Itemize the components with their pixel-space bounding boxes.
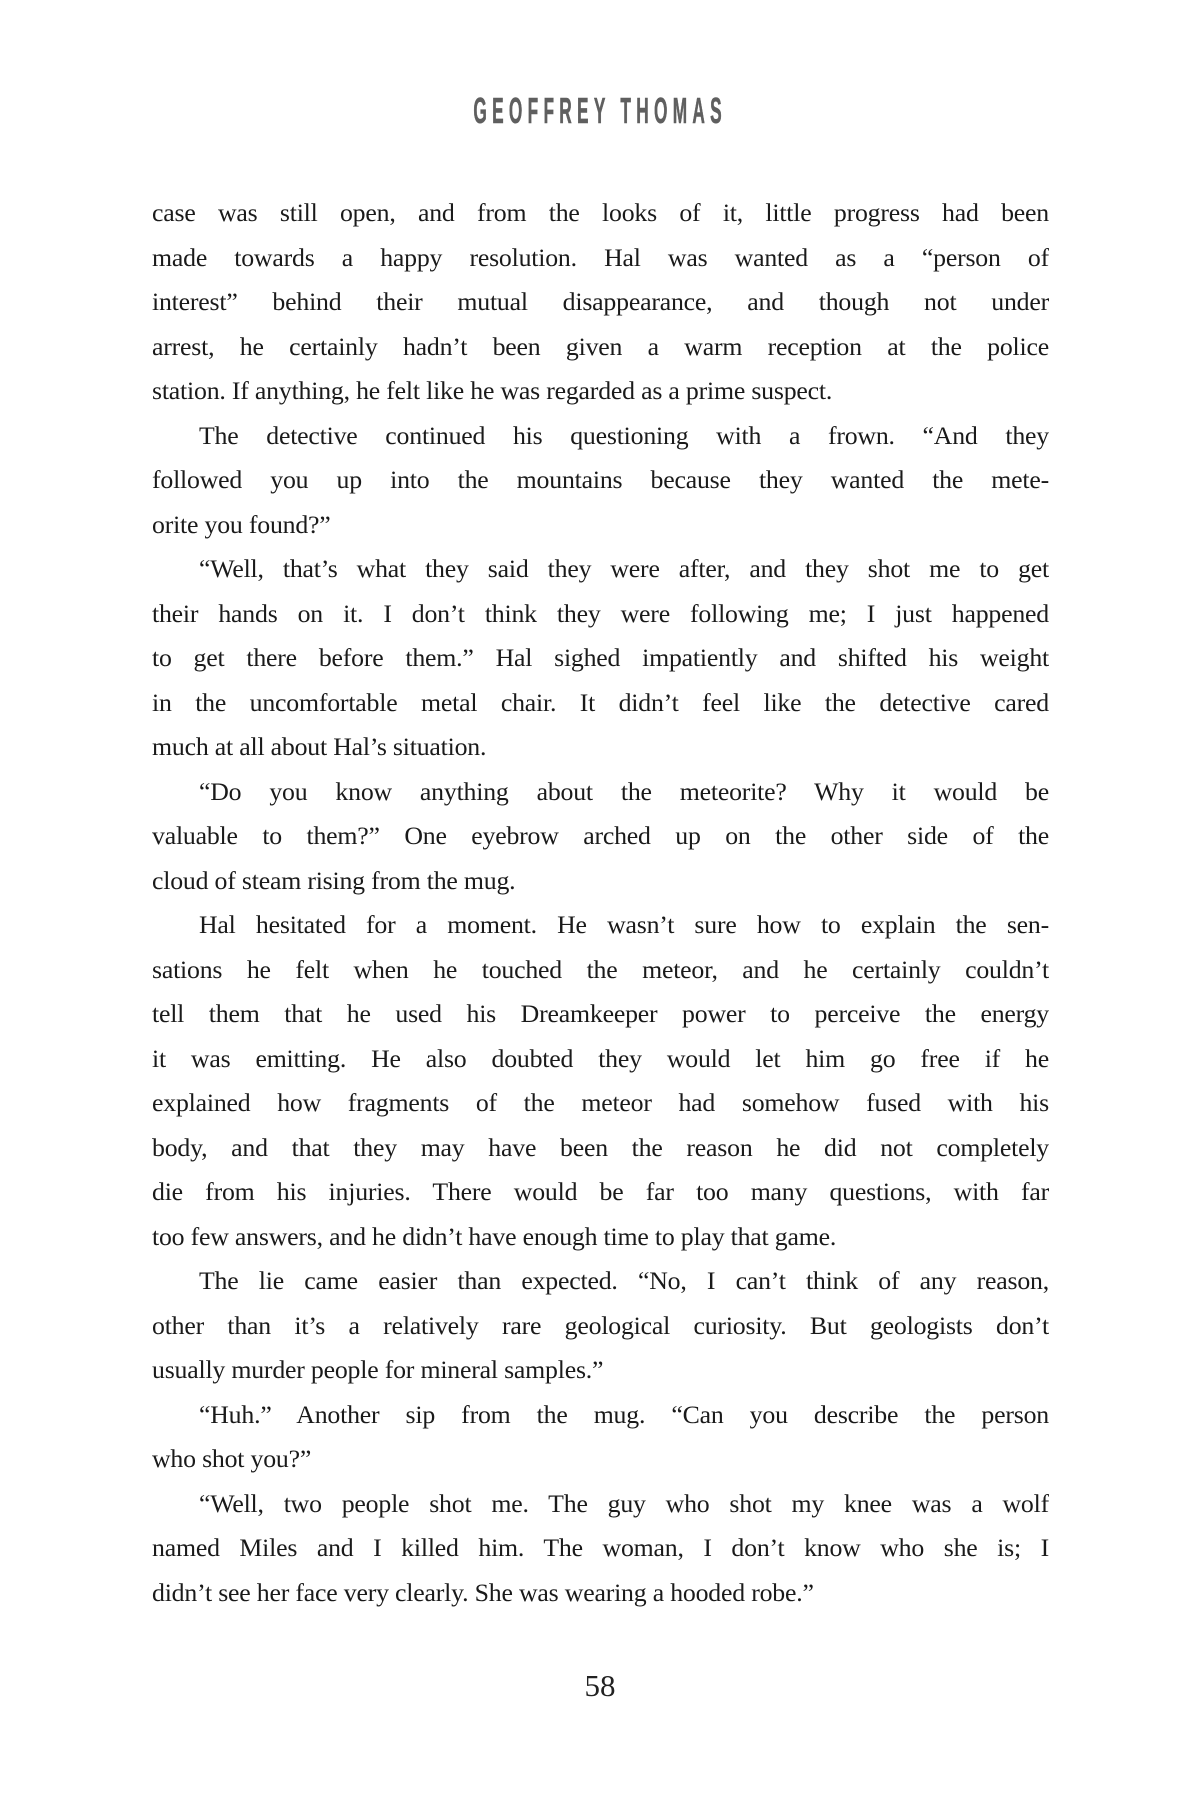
- paragraph: [152, 1393, 1049, 1482]
- page-number: 58: [584, 1668, 616, 1703]
- text-line: valuable to them?” One eyebrow arched up on the other side of the: [152, 821, 1049, 850]
- paragraph: [152, 414, 1049, 548]
- text-line: Hal hesitated for a moment. He wasn’t sure how to explain the sen-: [199, 910, 1049, 939]
- text-line: didn’t see her face very clearly. She was wearing a hooded robe.”: [152, 1577, 814, 1607]
- text-line: explained how fragments of the meteor had somehow fused with his: [152, 1088, 1049, 1117]
- text-line: their hands on it. I don’t think they were following me; I just happened: [152, 598, 1049, 628]
- body-text: [152, 191, 1049, 1615]
- text-line: tell them that he used his Dreamkeeper power to perceive the energy: [152, 999, 1049, 1028]
- text-line: “Huh.” Another sip from the mug. “Can you describe the person: [199, 1399, 1049, 1429]
- text-line: it was emitting. He also doubted they would let him go free if he: [152, 1043, 1049, 1073]
- text-line: “Do you know anything about the meteorite? Why it would be: [199, 776, 1049, 806]
- text-line: followed you up into the mountains because they wanted the mete-: [152, 465, 1049, 494]
- paragraph: [152, 903, 1049, 1259]
- text-line: made towards a happy resolution. Hal was wanted as a “person of: [152, 242, 1049, 272]
- text-line: station. If anything, he felt like he was regarded as a prime suspect.: [152, 376, 833, 405]
- running-head: [0, 92, 1200, 138]
- text-line: body, and that they may have been the reason he did not completely: [152, 1132, 1049, 1162]
- text-line: cloud of steam rising from the mug.: [152, 865, 516, 895]
- text-line: sations he felt when he touched the meteor, and he certainly couldn’t: [152, 954, 1049, 984]
- text-line: The detective continued his questioning with a frown. “And they: [199, 420, 1049, 450]
- text-line: die from his injuries. There would be far too many questions, with far: [152, 1177, 1049, 1206]
- paragraph: [152, 1482, 1049, 1616]
- text-line: to get there before them.” Hal sighed impatiently and shifted his weight: [152, 643, 1049, 672]
- text-line: orite you found?”: [152, 509, 331, 539]
- text-line: case was still open, and from the looks of it, little progress had been: [152, 198, 1049, 227]
- text-line: other than it’s a relatively rare geological curiosity. But geologists don’t: [152, 1310, 1049, 1340]
- text-line: who shot you?”: [152, 1444, 312, 1473]
- text-line: interest” behind their mutual disappearance, and though not under: [152, 287, 1049, 316]
- text-line: usually murder people for mineral samples.”: [152, 1355, 604, 1384]
- text-line: The lie came easier than expected. “No, I can’t think of any reason,: [199, 1266, 1049, 1295]
- paragraph: [152, 1259, 1049, 1393]
- text-line: named Miles and I killed him. The woman, I don’t know who she is; I: [152, 1533, 1049, 1562]
- paragraph: [152, 547, 1049, 770]
- text-line: too few answers, and he didn’t have enough time to play that game.: [152, 1221, 837, 1251]
- text-line: “Well, two people shot me. The guy who shot my knee was a wolf: [199, 1488, 1049, 1518]
- text-line: arrest, he certainly hadn’t been given a warm reception at the police: [152, 331, 1049, 361]
- text-line: “Well, that’s what they said they were after, and they shot me to get: [199, 554, 1049, 583]
- text-line: much at all about Hal’s situation.: [152, 732, 487, 761]
- paragraph: [152, 770, 1049, 904]
- author-name: GEOFFREY THOMAS: [473, 90, 727, 131]
- paragraph: [152, 191, 1049, 414]
- text-line: in the uncomfortable metal chair. It didn’t feel like the detective cared: [152, 687, 1049, 717]
